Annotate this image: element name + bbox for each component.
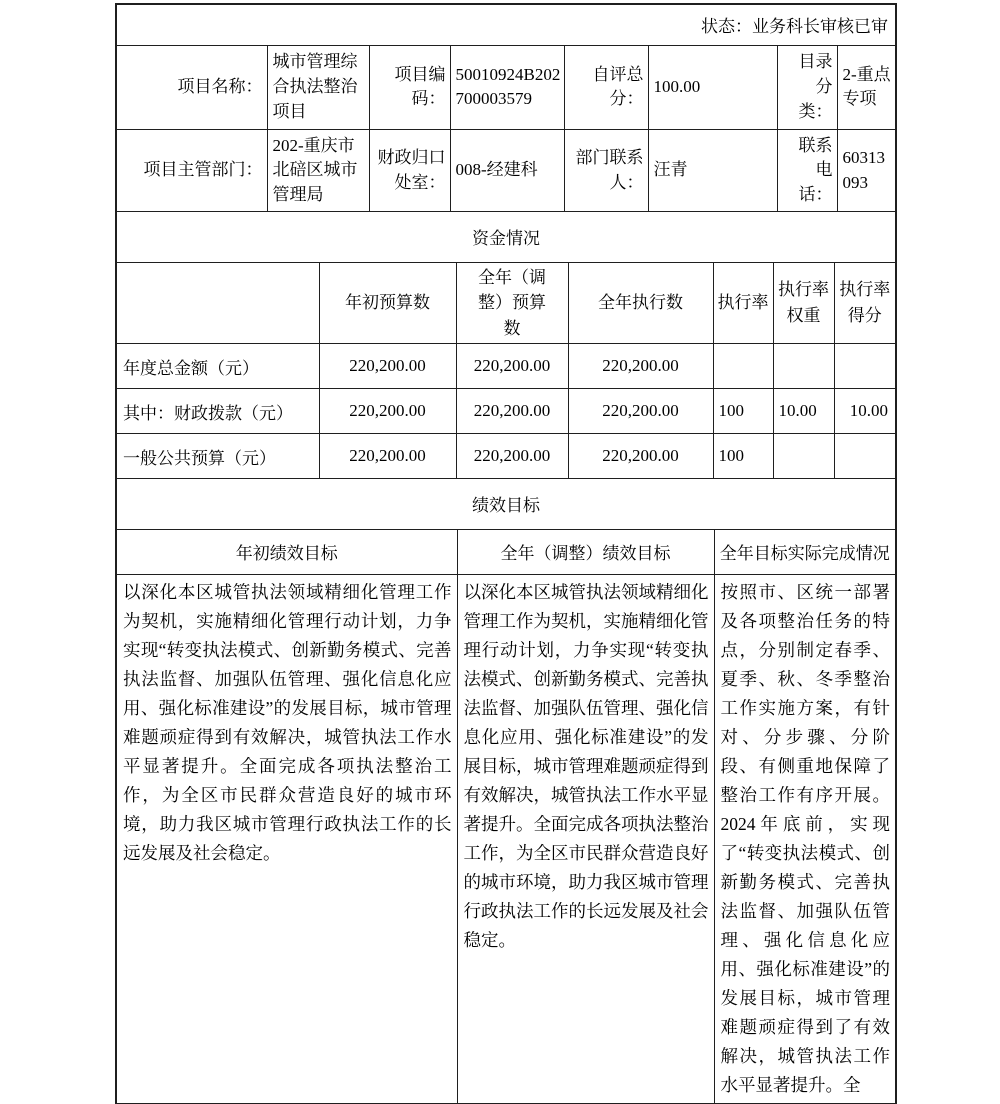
catalog-class-value: 2-重点专项: [837, 46, 895, 130]
fiscal-executed: 220,200.00: [568, 389, 713, 434]
status-row: [117, 5, 895, 45]
phone-value: 60313093: [837, 130, 895, 212]
funding-row-total-label: 年度总金额（元）: [117, 344, 319, 389]
fiscal-initial-budget: 220,200.00: [319, 389, 456, 434]
funding-header-executed: 全年执行数: [568, 263, 713, 344]
phone-label: 联系电话：: [777, 130, 837, 212]
total-adjusted-budget: 220,200.00: [456, 344, 568, 389]
status-row-table: [117, 5, 895, 46]
total-initial-budget: 220,200.00: [319, 344, 456, 389]
goals-section-title-row: [117, 479, 895, 529]
goals-content-row: [117, 575, 895, 1104]
funding-row-public-budget: [117, 434, 895, 479]
total-rate-weight: [773, 344, 834, 389]
goals-section-title-table: [117, 479, 895, 530]
status-text: 状态：业务科长审核已审: [117, 5, 895, 45]
goals-header-actual: 全年目标实际完成情况: [714, 530, 895, 575]
project-info-row-2: [117, 130, 895, 212]
goals-table: [117, 530, 895, 1104]
funding-header-rate-score: 执行率得分: [834, 263, 895, 344]
fiscal-rate-weight: 10.00: [773, 389, 834, 434]
funding-section-title-row: [117, 212, 895, 262]
public-executed: 220,200.00: [568, 434, 713, 479]
project-name-value: 城市管理综合执法整治项目: [267, 46, 369, 130]
project-info-row-1: [117, 46, 895, 130]
public-rate-weight: [773, 434, 834, 479]
funding-header-adjusted-budget: 全年（调整）预算数: [456, 263, 568, 344]
funding-row-fiscal: [117, 389, 895, 434]
dept-contact-value: 汪青: [648, 130, 777, 212]
total-exec-rate: [713, 344, 773, 389]
fiscal-adjusted-budget: 220,200.00: [456, 389, 568, 434]
funding-header-initial-budget: 年初预算数: [319, 263, 456, 344]
project-info-table: [117, 46, 895, 213]
funding-header-rate-weight: 执行率权重: [773, 263, 834, 344]
public-rate-score: [834, 434, 895, 479]
project-code-value: 50010924B202700003579: [450, 46, 564, 130]
funding-table: [117, 263, 895, 480]
funding-section-title-table: [117, 212, 895, 263]
total-rate-score: [834, 344, 895, 389]
funding-row-public-budget-label: 一般公共预算（元）: [117, 434, 319, 479]
funding-header-row: [117, 263, 895, 344]
supervisor-dept-value: 202-重庆市北碚区城市管理局: [267, 130, 369, 212]
goal-adjusted-text: 以深化本区城管执法领域精细化管理工作为契机，实施精细化管理行动计划，力争实现“转变执法模式、创新勤务模式、完善执法监督、加强队伍管理、强化信息化应用、强化标准建设”的发展目标，城市管理难题顽症得到有效解决，城管执法工作水平显著提升。全面完成各项执法整治工作，为全区市民群众营造良好的城市环境，助力我区城市管理行政执法工作的长远发展及社会稳定。: [457, 575, 714, 1104]
public-initial-budget: 220,200.00: [319, 434, 456, 479]
funding-section-title: 资金情况: [117, 212, 895, 262]
public-adjusted-budget: 220,200.00: [456, 434, 568, 479]
goal-actual-text: 按照市、区统一部署及各项整治任务的特点，分别制定春季、夏季、秋、冬季整治工作实施方案，有针对、分步骤、分阶段、有侧重地保障了整治工作有序开展。2024年底前，实现了“转变执法模式、创新勤务模式、完善执法监督、加强队伍管理、强化信息化应用、强化标准建设”的发展目标，城市管理难题顽症得到了有效解决，城管执法工作水平显著提升。全: [714, 575, 895, 1104]
catalog-class-label: 目录分类：: [777, 46, 837, 130]
project-name-label: 项目名称：: [117, 46, 267, 130]
goals-header-initial: 年初绩效目标: [117, 530, 457, 575]
funding-row-fiscal-label: 其中：财政拨款（元）: [117, 389, 319, 434]
public-exec-rate: 100: [713, 434, 773, 479]
self-score-value: 100.00: [648, 46, 777, 130]
funding-header-exec-rate: 执行率: [713, 263, 773, 344]
goals-header-adjusted: 全年（调整）绩效目标: [457, 530, 714, 575]
finance-office-label: 财政归口处室：: [369, 130, 450, 212]
funding-row-total: [117, 344, 895, 389]
fiscal-exec-rate: 100: [713, 389, 773, 434]
finance-office-value: 008-经建科: [450, 130, 564, 212]
fiscal-rate-score: 10.00: [834, 389, 895, 434]
project-code-label: 项目编码：: [369, 46, 450, 130]
performance-report-table: [115, 3, 897, 1104]
dept-contact-label: 部门联系人：: [564, 130, 648, 212]
self-score-label: 自评总分：: [564, 46, 648, 130]
funding-header-blank: [117, 263, 319, 344]
total-executed: 220,200.00: [568, 344, 713, 389]
goals-section-title: 绩效目标: [117, 479, 895, 529]
goals-header-row: [117, 530, 895, 575]
goal-initial-text: 以深化本区城管执法领域精细化管理工作为契机，实施精细化管理行动计划，力争实现“转变执法模式、创新勤务模式、完善执法监督、加强队伍管理、强化信息化应用、强化标准建设”的发展目标，城市管理难题顽症得到有效解决，城管执法工作水平显著提升。全面完成各项执法整治工作，为全区市民群众营造良好的城市环境，助力我区城市管理行政执法工作的长远发展及社会稳定。: [117, 575, 457, 1104]
supervisor-dept-label: 项目主管部门：: [117, 130, 267, 212]
